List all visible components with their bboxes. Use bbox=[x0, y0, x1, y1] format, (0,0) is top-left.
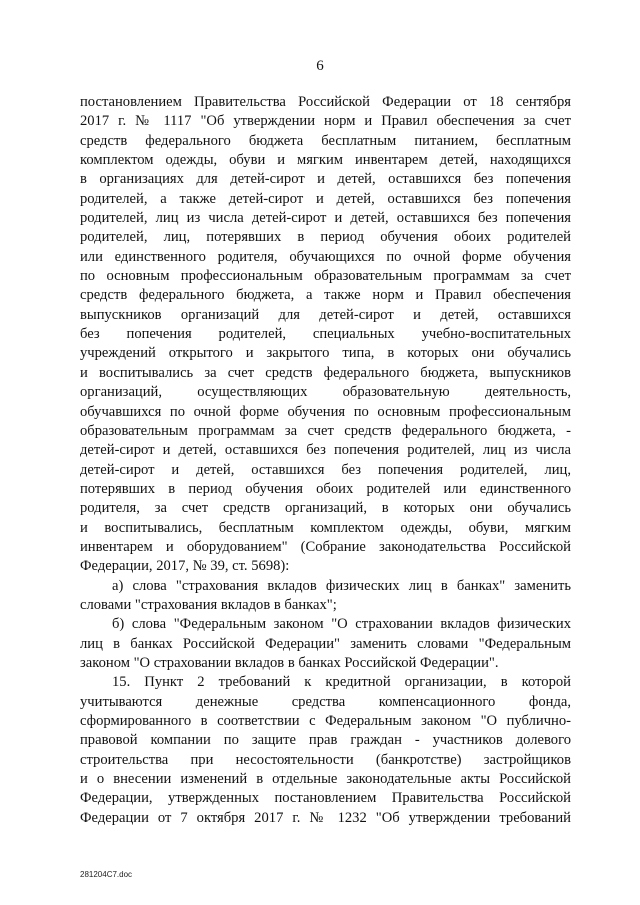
text-line: и о внесении изменений в отдельные законодательные акты Российской bbox=[80, 771, 571, 788]
text-line: и воспитывались за счет средств федерального бюджета, выпускников bbox=[80, 364, 571, 381]
text-line: образовательным программам за счет средств федерального бюджета, - bbox=[80, 422, 571, 439]
text-line: учитываются денежные средства компенсационного фонда, bbox=[80, 693, 571, 710]
text-line: словами "страхования вкладов в банках"; bbox=[80, 596, 337, 613]
text-line: постановлением Правительства Российской Федерации от 18 сентября bbox=[80, 94, 571, 110]
text-line: строительства при несостоятельности (банкротстве) застройщиков bbox=[80, 751, 571, 768]
text-line: родителей, лиц, потерявших в период обучения обоих родителей bbox=[80, 229, 571, 246]
document-body bbox=[80, 93, 571, 828]
text-line: 2017 г. № 1117 "Об утверждении норм и Правил обеспечения за счет bbox=[80, 113, 571, 130]
page-number: 6 bbox=[316, 58, 324, 74]
text-line: комплектом одежды, обуви и мягким инвентарем детей, находящихся bbox=[80, 152, 571, 169]
text-line: без попечения родителей, специальных учебно-воспитательных bbox=[80, 326, 571, 343]
text-line: средств федерального бюджета бесплатным питанием, бесплатным bbox=[80, 132, 571, 149]
text-line: родителей, лиц из числа детей-сирот и детей, оставшихся без попечения bbox=[80, 210, 571, 227]
text-line: родителя, за счет средств организаций, в которых они обучались bbox=[80, 500, 571, 517]
text-line: Федерации от 7 октября 2017 г. № 1232 "Об утверждении требований bbox=[80, 809, 571, 826]
text-line: Федерации, утвержденных постановлением Правительства Российской bbox=[80, 790, 571, 807]
text-line: или единственного родителя, обучающихся по очной форме обучения bbox=[80, 248, 571, 265]
text-line: по основным профессиональным образовательным программам за счет bbox=[80, 268, 571, 285]
text-line: обучавшихся по очной форме обучения по основным профессиональным bbox=[80, 403, 571, 420]
text-line: б) слова "Федеральным законом "О страховании вкладов физических bbox=[112, 616, 571, 633]
text-line: а) слова "страхования вкладов физических лиц в банках" заменить bbox=[112, 577, 571, 594]
text-line: законом "О страховании вкладов в банках Российской Федерации". bbox=[80, 654, 499, 671]
text-line: в организациях для детей-сирот и детей, оставшихся без попечения bbox=[80, 171, 571, 188]
text-line: лиц в банках Российской Федерации" заменить словами "Федеральным bbox=[80, 635, 571, 652]
text-line: учреждений открытого и закрытого типа, в которых они обучались bbox=[80, 345, 571, 362]
text-line: детей-сирот и детей, оставшихся без попечения родителей, лиц, bbox=[80, 461, 571, 478]
text-line: инвентарем и оборудованием" (Собрание законодательства Российской bbox=[80, 538, 571, 555]
text-line: организаций, осуществляющих образовательную деятельность, bbox=[80, 384, 571, 401]
text-line: правовой компании по защите прав граждан - участников долевого bbox=[80, 732, 571, 749]
text-line: 15. Пункт 2 требований к кредитной организации, в которой bbox=[112, 674, 571, 691]
text-line: выпускников организаций для детей-сирот и детей, оставшихся bbox=[80, 306, 571, 323]
footer-file-code: 281204C7.doc bbox=[80, 870, 133, 879]
text-line: родителей, а также детей-сирот и детей, оставшихся без попечения bbox=[80, 190, 571, 207]
text-line: Федерации, 2017, № 39, ст. 5698): bbox=[80, 558, 290, 575]
text-line: сформированного в соответствии с Федеральным законом "О публично- bbox=[80, 713, 571, 729]
text-line: детей-сирот и детей, оставшихся без попечения родителей, лиц из числа bbox=[80, 442, 571, 459]
text-line: потерявших в период обучения обоих родителей или единственного bbox=[80, 480, 571, 497]
text-line: средств федерального бюджета, а также норм и Правил обеспечения bbox=[80, 287, 571, 304]
text-line: и воспитывались, бесплатным комплектом одежды, обуви, мягким bbox=[80, 519, 571, 536]
